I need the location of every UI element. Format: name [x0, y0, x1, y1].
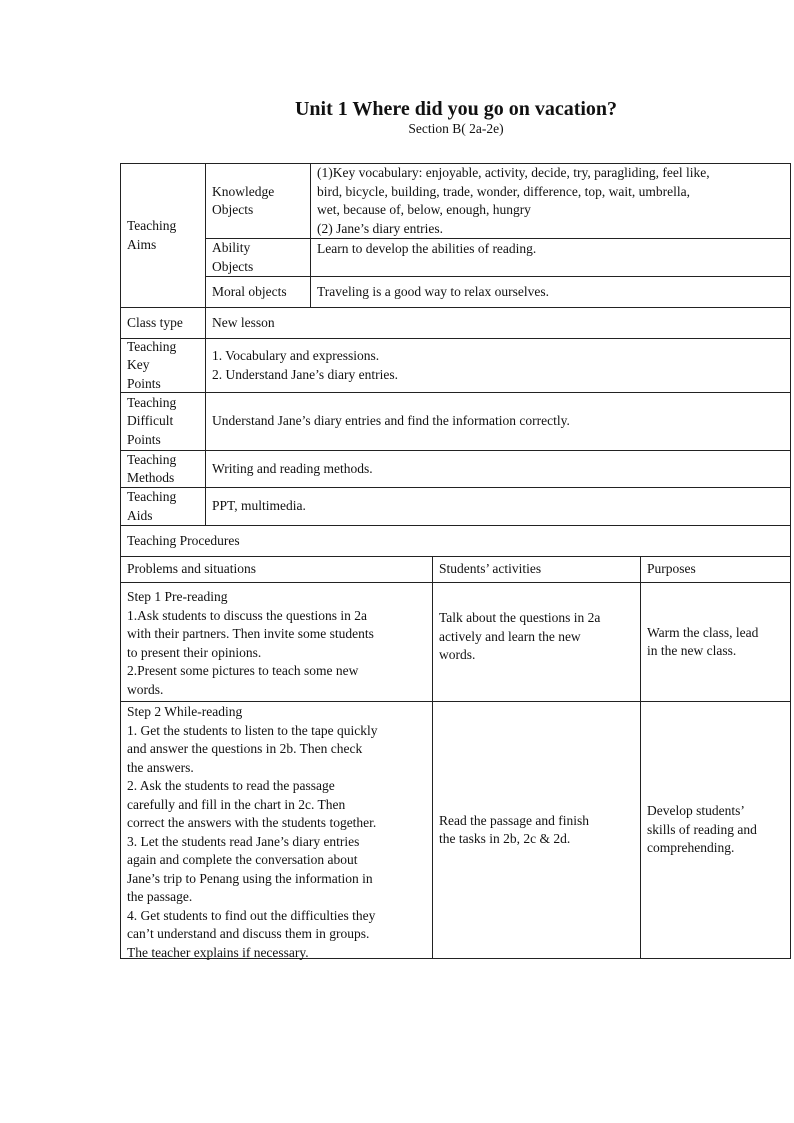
text-line: 1. Vocabulary and expressions. — [212, 348, 380, 363]
text-line: Purposes — [647, 561, 696, 577]
teaching-aims-label — [120, 163, 206, 308]
key-points-text — [205, 338, 791, 393]
aids-label — [120, 487, 206, 526]
text-line: correct the answers with the students together. — [127, 815, 377, 830]
text-line: can’t understand and discuss them in groups. — [127, 926, 370, 941]
text-line: Teaching — [127, 394, 177, 410]
difficult-points-text — [205, 392, 791, 451]
knowledge-objects-label — [205, 163, 311, 239]
column-header-purposes — [640, 556, 791, 583]
text-line: Class type — [127, 314, 183, 330]
text-line: wet, because of, below, enough, hungry — [317, 202, 531, 217]
text-line: Understand Jane’s diary entries and find the information correctly. — [212, 413, 570, 429]
text-line: 1.Ask students to discuss the questions in 2a — [127, 607, 367, 623]
text-line: in the new class. — [647, 643, 737, 658]
step1-purposes — [640, 582, 791, 702]
text-line: Step 2 While-reading — [127, 704, 243, 719]
text-line: Teaching Procedures — [127, 532, 240, 548]
text-line: the passage. — [127, 889, 193, 904]
text-line: (2) Jane’s diary entries. — [317, 220, 443, 236]
text-line: and answer the questions in 2b. Then check — [127, 741, 363, 756]
text-line: again and complete the conversation about — [127, 852, 358, 867]
text-line: Traveling is a good way to relax ourselves. — [317, 283, 549, 299]
text-line: Ability — [212, 240, 251, 255]
class-type-text — [205, 307, 791, 339]
text-line: Difficult — [127, 413, 174, 429]
methods-text — [205, 450, 791, 488]
moral-objects-text — [310, 276, 791, 308]
procedures-heading — [120, 525, 791, 557]
text-line: 2. Ask the students to read the passage — [127, 778, 335, 793]
text-line: the tasks in 2b, 2c & 2d. — [439, 831, 571, 846]
step1-activities — [432, 582, 641, 702]
text-line: Aids — [127, 507, 153, 523]
text-line: with their partners. Then invite some students — [127, 626, 374, 641]
text-line: Teaching — [127, 218, 177, 233]
text-line: 2. Understand Jane’s diary entries. — [212, 366, 398, 382]
text-line: Talk about the questions in 2a — [439, 610, 601, 626]
text-line: (1)Key vocabulary: enjoyable, activity, decide, try, paragliding, feel like, — [317, 165, 710, 180]
text-line: the answers. — [127, 759, 194, 775]
text-line: Step 1 Pre-reading — [127, 589, 228, 604]
text-line: Objects — [212, 258, 254, 274]
text-line: Knowledge — [212, 183, 275, 199]
text-line: bird, bicycle, building, trade, wonder, difference, top, wait, umbrella, — [317, 183, 690, 199]
text-line: Develop students’ — [647, 803, 745, 819]
text-line: Jane’s trip to Penang using the information in — [127, 870, 373, 886]
text-line: Problems and situations — [127, 561, 256, 577]
text-line: Moral objects — [212, 283, 287, 299]
text-line: New lesson — [212, 314, 275, 330]
step2-activities — [432, 701, 641, 959]
difficult-points-label — [120, 392, 206, 451]
knowledge-objects-text — [310, 163, 791, 239]
text-line: Read the passage and finish — [439, 812, 589, 828]
text-line: words. — [127, 681, 164, 697]
text-line: to present their opinions. — [127, 644, 262, 660]
step2-problems — [120, 701, 433, 959]
text-line: 3. Let the students read Jane’s diary entries — [127, 833, 360, 849]
key-points-label — [120, 338, 206, 393]
text-line: The teacher explains if necessary. — [127, 944, 309, 960]
page-title: Unit 1 Where did you go on vacation? — [294, 98, 618, 120]
text-line: carefully and fill in the chart in 2c. Then — [127, 796, 346, 812]
text-line: Objects — [212, 202, 254, 217]
text-line: comprehending. — [647, 840, 735, 856]
text-line: skills of reading and — [647, 821, 757, 837]
moral-objects-label — [205, 276, 311, 308]
text-line: 1. Get the students to listen to the tape quickly — [127, 722, 378, 738]
text-line: Aims — [127, 236, 157, 252]
ability-objects-label — [205, 238, 311, 277]
text-line: Key — [127, 357, 150, 373]
text-line: actively and learn the new — [439, 628, 581, 644]
column-header-problems — [120, 556, 433, 583]
text-line: Points — [127, 375, 161, 391]
text-line: Learn to develop the abilities of reading. — [317, 241, 537, 256]
text-line: 2.Present some pictures to teach some new — [127, 663, 359, 678]
step1-problems — [120, 582, 433, 702]
text-line: Teaching — [127, 489, 177, 504]
text-line: Points — [127, 431, 161, 447]
text-line: Students’ activities — [439, 561, 542, 577]
text-line: Teaching — [127, 338, 177, 354]
page-subtitle: Section B( 2a-2e) — [408, 121, 504, 136]
text-line: Methods — [127, 470, 175, 485]
methods-label — [120, 450, 206, 488]
text-line: 4. Get students to find out the difficulties they — [127, 907, 376, 923]
aids-text — [205, 487, 791, 526]
class-type-label — [120, 307, 206, 339]
ability-objects-text — [310, 238, 791, 277]
text-line: Warm the class, lead — [647, 624, 759, 640]
step2-purposes — [640, 701, 791, 959]
text-line: PPT, multimedia. — [212, 498, 306, 514]
text-line: Writing and reading methods. — [212, 460, 373, 476]
text-line: Teaching — [127, 451, 177, 467]
column-header-activities — [432, 556, 641, 583]
text-line: words. — [439, 647, 476, 663]
